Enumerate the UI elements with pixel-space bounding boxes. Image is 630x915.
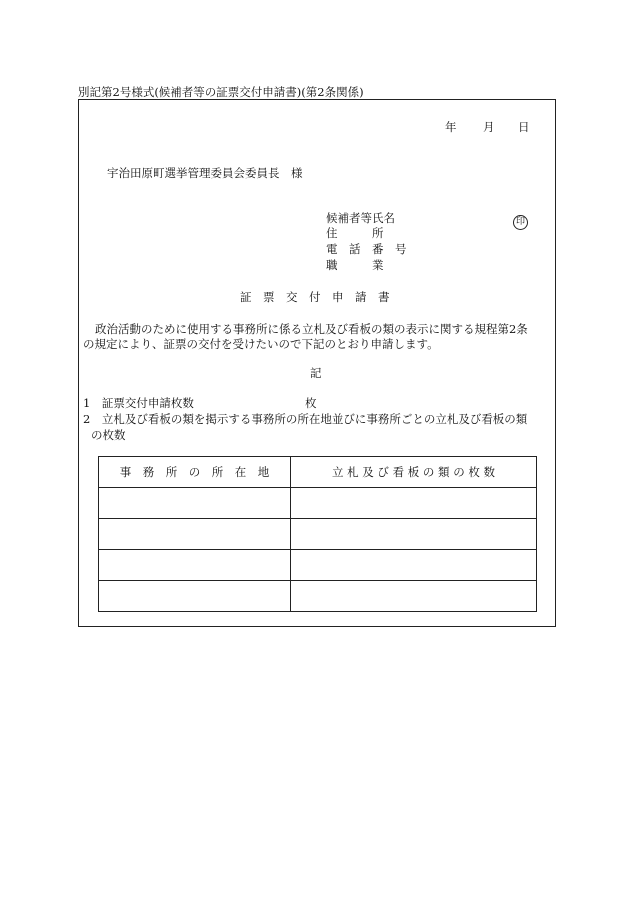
document-title: 証 票 交 付 申 請 書: [240, 290, 390, 304]
count-cell[interactable]: [291, 581, 537, 612]
applicant-address-label: 住 所: [326, 226, 384, 240]
addressee: 宇治田原町選挙管理委員会委員長 様: [107, 166, 303, 180]
count-cell[interactable]: [291, 519, 537, 550]
body-line-1: 政治活動のために使用する事務所に係る立札及び看板の類の表示に関する規程第2条: [95, 322, 528, 336]
ki-heading: 記: [310, 366, 322, 380]
header-sign-count: 立 札 及 び 看 板 の 類 の 枚 数: [291, 457, 537, 488]
applicant-job-label: 職 業: [326, 258, 384, 272]
table-row: [99, 550, 537, 581]
date-year: 年: [445, 120, 457, 134]
table-row: [99, 581, 537, 612]
count-cell[interactable]: [291, 550, 537, 581]
application-form: [78, 99, 556, 627]
count-cell[interactable]: [291, 488, 537, 519]
location-cell[interactable]: [99, 581, 291, 612]
table-row: [99, 519, 537, 550]
office-location-table: [98, 456, 537, 612]
location-cell[interactable]: [99, 488, 291, 519]
table-header-row: [99, 457, 537, 488]
item-2-line-2: の枚数: [91, 428, 126, 442]
item-2-line-1: 2 立札及び看板の類を掲示する事務所の所在地並びに事務所ごとの立札及び看板の類: [83, 412, 528, 426]
location-cell[interactable]: [99, 519, 291, 550]
table-row: [99, 488, 537, 519]
seal-icon: 印: [513, 215, 528, 230]
seal-mark: [513, 209, 528, 230]
header-office-location: 事 務 所 の 所 在 地: [99, 457, 291, 488]
location-cell[interactable]: [99, 550, 291, 581]
applicant-name-label: 候補者等氏名: [326, 211, 395, 225]
item-1-label: 1 証票交付申請枚数: [83, 396, 194, 410]
item-1-unit: 枚: [305, 396, 317, 410]
date-day: 日: [518, 120, 530, 134]
date-month: 月: [483, 120, 495, 134]
applicant-phone-label: 電 話 番 号: [326, 242, 407, 256]
form-caption: 別記第2号様式(候補者等の証票交付申請書)(第2条関係): [78, 85, 364, 99]
body-line-2: の規定により、証票の交付を受けたいので下記のとおり申請します。: [83, 337, 439, 351]
